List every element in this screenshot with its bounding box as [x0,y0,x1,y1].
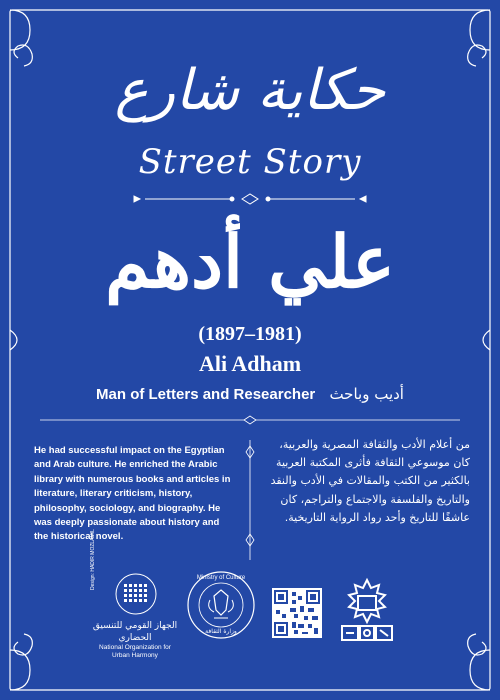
publisher-logo [336,574,398,646]
person-name-english: Ali Adham [198,351,302,376]
description-english: He had successful impact on the Egyptian and Arab culture. He enriched the Arabic library with numerous books and articles in literature, literary criticism, history, philosophy, sociology, and biography. He was deeply passionate about history and the historical novel. [34,445,231,543]
life-years: (1897–1981) [198,323,302,345]
role-arabic: أديب وباحث [329,385,404,403]
qr-code-icon [272,588,322,638]
ministry-english: Ministry of Culture [196,575,246,581]
series-title-english: Street Story [138,142,362,182]
qr-code[interactable] [272,588,322,638]
series-title-arabic: حكاية شارع [114,58,386,123]
role-line [0,383,500,406]
urban-harmony-logo [92,570,178,659]
urban-harmony-arabic: الجهاز القومي للتنسيق الحضاري [92,621,178,643]
ministry-of-culture-logo [186,570,256,640]
design-credit: Design: HADIR MOZLAMIL [90,529,96,590]
description-arabic: من أعلام الأدب والثقافة المصرية والعربية، كان موسوعي الثقافة فأثرى المكتبة العربية بالكثير من الكتب والمقالات في الأدب والنقد والتاريخ والفلسفة والاجتماع والتراجم، كان عاشقًا للتاريخ وأحد رواد الرواية التاريخية. [270,438,470,524]
urban-harmony-emblem-icon [92,570,178,616]
ministry-arabic: وزارة الثقافة [205,628,237,635]
role-english: Man of Letters and Researcher [96,386,316,403]
publisher-emblem-icon [336,574,398,646]
person-name-arabic: علي أدهم [105,219,395,304]
urban-harmony-english: National Organization for Urban Harmony [99,644,171,659]
